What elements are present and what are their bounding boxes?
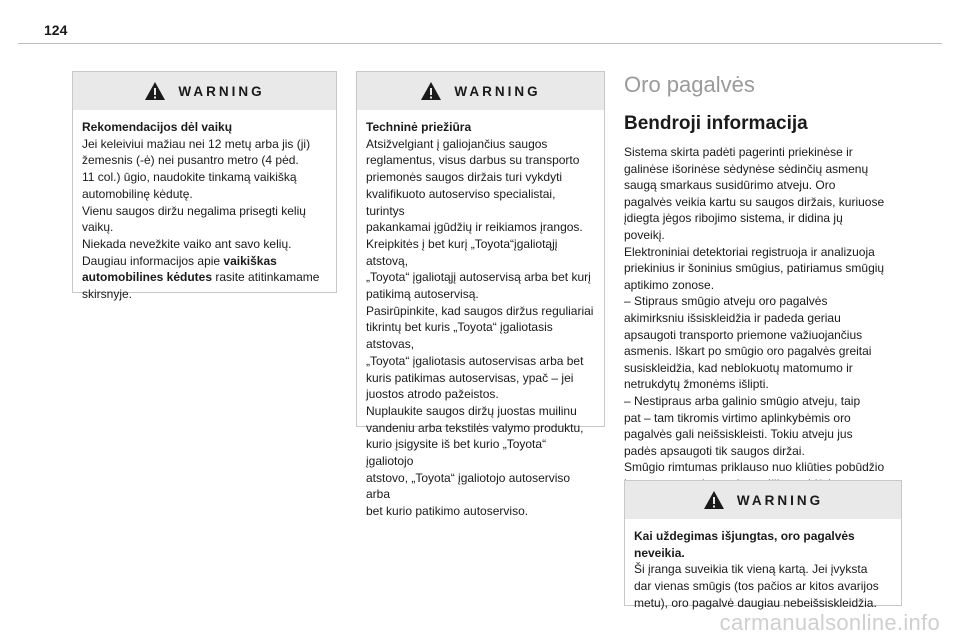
warning-header (73, 72, 336, 110)
text-line: padės apsaugoti tik saugos diržai. (624, 443, 805, 458)
text-line: poveikį. (624, 227, 665, 242)
warning-label: WARNING (736, 492, 824, 508)
watermark: carmanualsonline.info (719, 610, 940, 635)
airbags-section (624, 68, 908, 492)
text-line: Sistema skirta padėti pagerinti priekinėse ir (624, 145, 853, 159)
text-line: bet kurio patikimo autoserviso. (366, 504, 529, 519)
text-line: vandeniu arba tekstilės valymo produktu, (366, 420, 584, 435)
text-line: priemonės saugos diržais turi vykdyti (366, 170, 563, 185)
text-line: dar vienas smūgis (tos pačios ar kitos avarijos (634, 579, 879, 594)
warning-header (357, 72, 604, 110)
text-line (82, 269, 327, 286)
text-line: Atsižvelgiant į galiojančius saugos (366, 136, 548, 151)
text-line: Nuplaukite saugos diržų juostas muilinu (366, 403, 577, 418)
text-line: – Stipraus smūgio atveju oro pagalvės (624, 294, 828, 309)
warning-heading: Kai uždegimas išjungtas, oro pagalvės (634, 529, 855, 543)
text-line: – Nestipraus arba galinio smūgio atveju, taip (624, 393, 861, 408)
warning-header (625, 481, 901, 519)
text-line: akimirksniu išsiskleidžia ir padeda geriau (624, 310, 841, 325)
text-line: pagalvės gali neišsiskleisti. Tokiu atveju jus (624, 427, 853, 442)
text-line: susiskleidžia, kad neblokuotų matomumo ir (624, 360, 853, 375)
text-line: priekinius ir šoninius smūgius, patiriamus smūgių (624, 261, 885, 276)
text-line: atstovo, „Toyota“ įgaliotojo autoserviso arba (366, 470, 571, 502)
text-line: aptikimo zonose. (624, 277, 715, 292)
text-line: patikimą autoservisą. (366, 287, 479, 302)
text-line: vaikų. (82, 220, 114, 235)
warning-box-child-seats (72, 71, 337, 302)
warning-box-maintenance (356, 71, 605, 519)
section-subtitle: Bendroji informacija (624, 113, 808, 134)
text-line: skirsnyje. (82, 287, 133, 302)
text-line: pakankamai įgūdžių ir reikiamos įrangos. (366, 220, 583, 235)
warning-box-ignition (624, 480, 902, 610)
text-line: apsaugoti transporto priemone važiuojančius (624, 327, 863, 342)
text-line: Vienu saugos diržu negalima prisegti kelių (82, 203, 306, 218)
text-line: Pasirūpinkite, kad saugos diržus reguliariai (366, 303, 594, 318)
text-line: „Toyota“ įgaliotąjį autoservisą arba bet kurį (366, 270, 591, 285)
warning-heading: Techninė priežiūra (366, 120, 472, 134)
warning-label: WARNING (454, 83, 541, 99)
text-line: Elektroniniai detektoriai registruoja ir analizuoja (624, 244, 875, 259)
text-line: asmenis. Iškart po smūgio oro pagalvės greitai (624, 344, 872, 359)
text-run: Daugiau informacijos apie (82, 253, 221, 268)
warning-label: WARNING (178, 83, 265, 99)
warning-triangle-icon (420, 81, 442, 101)
text-line: Jei keleiviui mažiau nei 12 metų arba jis (ji) (82, 136, 311, 151)
warning-body (73, 110, 336, 311)
header-divider (18, 43, 942, 44)
text-run: rasite atitinkamame (215, 270, 320, 285)
text-line: Kreipkitės į bet kurį „Toyota“įgaliotąjį atstovą, (366, 236, 558, 268)
text-line: pagalvės veikia kartu su saugos diržais, kuriuose (624, 194, 885, 209)
bold-phrase: vaikiškas (223, 253, 277, 268)
warning-heading: Rekomendacijos dėl vaikų (82, 120, 233, 134)
text-line: metu), oro pagalvė daugiau nebeišsiskleidžia. (634, 595, 877, 610)
text-line: kvalifikuoto autoserviso specialistai, turintys (366, 186, 556, 218)
section-title: Oro pagalvės (624, 72, 755, 97)
text-line: „Toyota“ įgaliotasis autoservisas arba bet (366, 353, 584, 368)
warning-body (357, 110, 604, 528)
warning-heading: neveikia. (634, 545, 685, 560)
text-line: saugą smarkaus susidūrimo atveju. Oro (624, 178, 836, 193)
text-line: netrukdytų žmonėms išlipti. (624, 377, 769, 392)
text-line: pat – tam tikromis virtimo aplinkybėmis oro (624, 410, 851, 425)
text-line: galinėse išorinėse sėdynėse sėdinčių asmenų (624, 161, 869, 176)
text-line: Smūgio rimtumas priklauso nuo kliūties pobūdžio (624, 460, 885, 475)
page-number: 124 (44, 22, 68, 38)
text-line: 11 col.) ūgio, naudokite tinkamą vaikišką (82, 170, 297, 185)
text-line: tikrintų bet kuris „Toyota“ įgaliotasis atstovas, (366, 320, 553, 352)
section-body (624, 144, 908, 492)
text-line: reglamentus, visus darbus su transporto (366, 153, 580, 168)
text-line: juostos atrodo pažeistos. (366, 387, 499, 402)
text-line: automobilinę kėdutę. (82, 186, 193, 201)
warning-triangle-icon (703, 490, 725, 510)
text-line (82, 253, 327, 270)
text-line: kurio įsigysite iš bet kurio „Toyota“ įgaliotojo (366, 437, 547, 469)
text-line: kuris patikimas autoservisas, ypač – jei (366, 370, 574, 385)
text-line: Ši įranga suveikia tik vieną kartą. Jei įvyksta (634, 562, 868, 577)
text-line: žemesnis (-ė) nei pusantro metro (4 pėd. (82, 153, 299, 168)
warning-triangle-icon (144, 81, 166, 101)
text-line: Niekada nevežkite vaiko ant savo kelių. (82, 236, 292, 251)
bold-phrase: automobilines kėdutes (82, 270, 213, 285)
text-line: įdiegta jėgos ribojimo sistema, ir didina jų (624, 211, 843, 226)
warning-body (625, 519, 901, 620)
